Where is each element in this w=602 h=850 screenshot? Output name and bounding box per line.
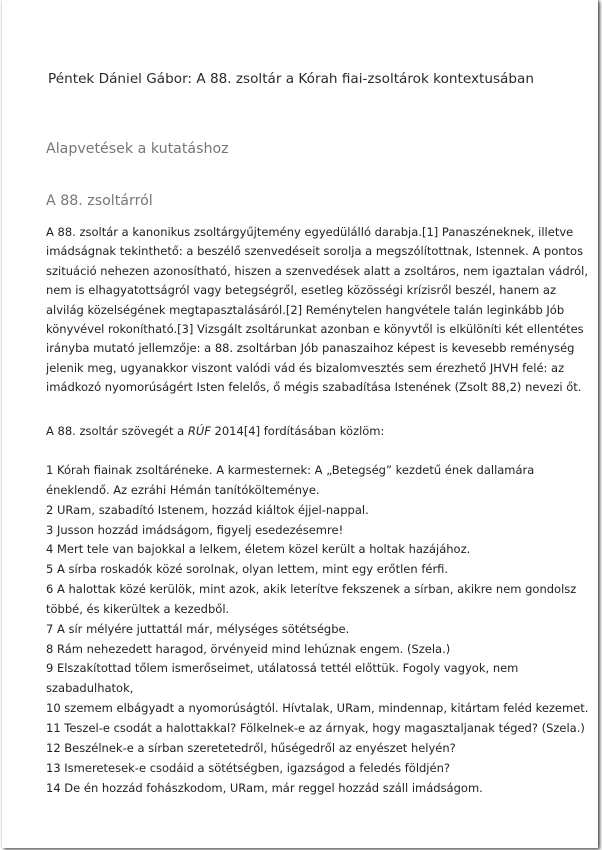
paragraph-line: könyvével rokonítható.[3] Vizsgált zsoltárunkat azonban e könyvtől is elkülöníti két ellentétes [46,321,584,336]
subsection-heading: A 88. zsoltárról [46,193,153,209]
intro-text: A 88. zsoltár szövegét a [46,424,188,438]
intro-text: 2014[4] fordításában közlöm: [210,424,385,438]
paragraph-line: irányba mutató jellemzője: a 88. zsoltárban Jób panaszaihoz képest is kevesebb reménység [46,341,575,356]
verse-line: 9 Elszakítottad tőlem ismerőseimet, utálatossá tettél előttük. Fogoly vagyok, nem [46,661,519,676]
paragraph-line: imádkozó nyomorúságért Isten felelős, ő mégis szabadítása Istenének (Zsolt 88,2) nevezi őt. [46,380,582,395]
verse-line: 13 Ismeretesek-e csodáid a sötétségben, igazságod a feledés földjén? [46,760,450,775]
document-page [2,0,598,848]
verse-line: 12 Beszélnek-e a sírban szeretetedről, hűségedről az enyészet helyén? [46,740,456,755]
verse-line: 6 A halottak közé kerülök, mint azok, akik leterítve fekszenek a sírban, akikre nem gondolsz [46,582,577,597]
verse-line: 2 URam, szabadító Istenem, hozzád kiáltok éjjel-nappal. [46,502,369,517]
verse-line: szabadulhatok, [46,681,134,696]
document-title: Péntek Dániel Gábor: A 88. zsoltár a Kórah fiai-zsoltárok kontextusában [48,71,534,87]
verse-line: többé, és kikerültek a kezedből. [46,601,230,616]
paragraph-line: szituáció nehezen azonosítható, hiszen a szenvedések alatt a zsoltáros, nem igaztalan vádról, [46,263,589,278]
verse-line: 3 Jusson hozzád imádságom, figyelj esedezésemre! [46,522,344,537]
body-paragraph [46,223,589,398]
paragraph-line: imádságnak tekinthető: a beszélő szenvedéseit sorolja a megszólítottnak, Istennek. A pontos [46,244,584,259]
paragraph-line: A 88. zsoltár a kanonikus zsoltárgyűjtemény egyedülálló darabja.[1] Panaszéneknek, illetve [46,225,574,239]
section-heading: Alapvetések a kutatáshoz [46,141,229,157]
verse-line: 10 szemem elbágyadt a nyomorúságtól. Hívtalak, URam, mindennap, kitártam feléd kezemet. [46,701,589,716]
verse-line: 11 Teszel-e csodát a halottakkal? Fölkelnek-e az árnyak, hogy magasztaljanak téged? (Szela.) [46,720,585,735]
verse-line: 8 Rám nehezedett haragod, örvényeid mind lehúznak engem. (Szela.) [46,641,451,656]
verse-line: éneklendő. Az ezráhi Hémán tanítóköltem​énye. [46,482,320,497]
verse-line: 14 De én hozzád fohászkodom, URam, már reggel hozzád száll imádságom. [46,780,483,795]
psalm-verses [46,461,589,798]
paragraph-line: nem is elhagyatottságról vagy betegségről, esetleg közösségi krízisről beszél, hanem az [46,283,556,298]
paragraph-line: jelenik meg, ugyanakkor viszont valódi vád és bizalomvesztés sem érezhető JHVH felé: az [46,360,565,375]
verse-line: 4 Mert tele van bajokkal a lelkem, életem közel került a holtak hazájához. [46,542,471,557]
verse-line: 1 Kórah fiainak zsoltáréneke. A karmesternek: A „Betegség” kezdetű ének dallamára [46,463,535,477]
translation-intro [46,422,384,441]
verse-line: 7 A sír mélyére juttattál már, mélységes sötétségbe. [46,621,350,636]
paragraph-line: alvilág közelségének megtapasztalásáról.[2] Reménytelen hangvétele talán leginkább Jób [46,302,565,317]
verse-line: 5 A sírba roskadók közé sorolnak, olyan lettem, mint egy erőtlen férfi. [46,562,449,577]
intro-italic-abbrev: RÚF [187,424,211,438]
